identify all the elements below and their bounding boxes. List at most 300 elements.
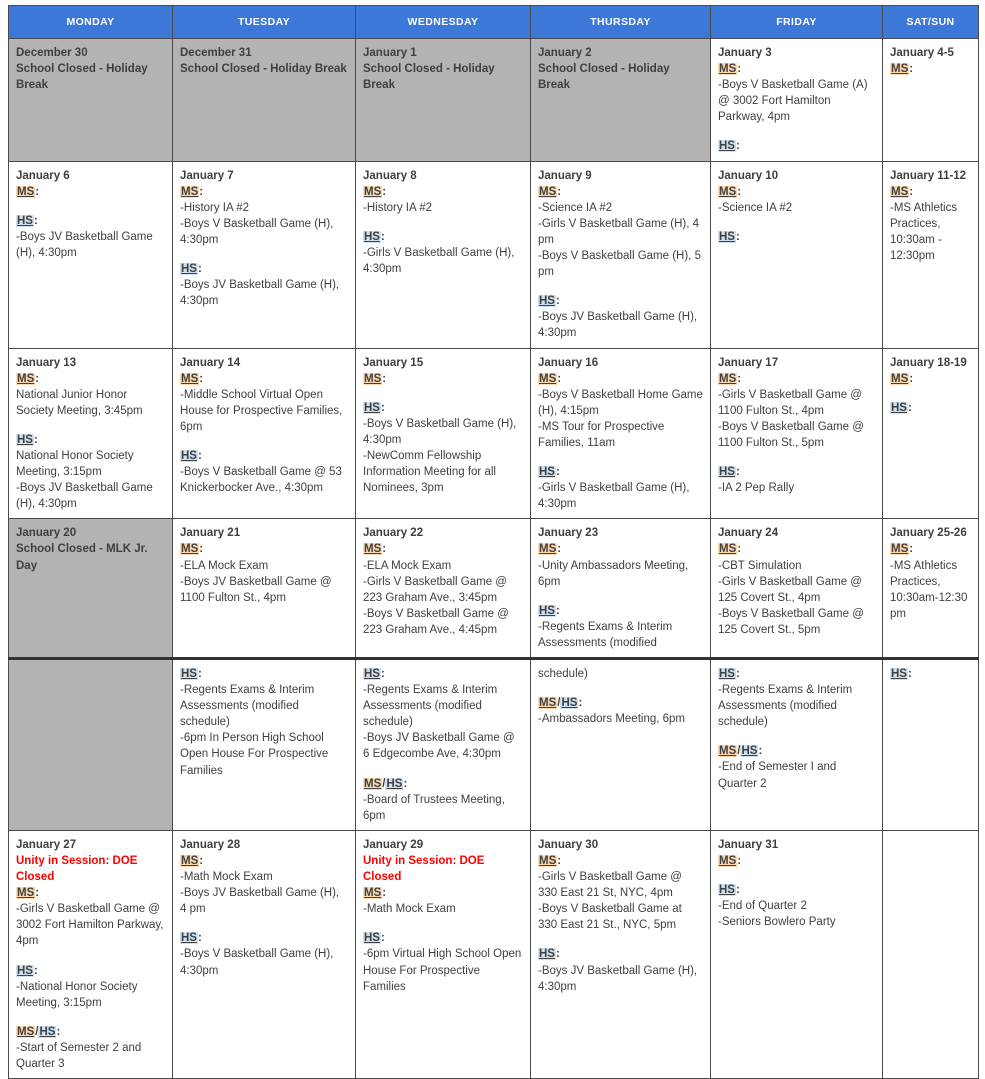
calendar-day-cell	[173, 659, 356, 831]
division-label-line: MS:	[181, 185, 204, 198]
hs-division-label: HS	[561, 697, 578, 710]
ms-division-label: MS	[364, 777, 382, 790]
event-item: -Start of Semester 2 and Quarter 3	[16, 1041, 142, 1070]
event-section	[890, 184, 971, 264]
hs-division-label: HS	[741, 745, 758, 758]
event-item: -Boys JV Basketball Game (H), 4:30pm	[16, 230, 153, 259]
hs-division-label: HS	[719, 140, 735, 153]
event-item: -IA 2 Pep Rally	[718, 482, 795, 495]
event-item: National Junior Honor Society Meeting, 3:45pm	[16, 388, 143, 417]
cell-date: January 6	[16, 169, 70, 182]
ms-division-label: MS	[719, 854, 737, 867]
calendar-day-cell	[173, 39, 356, 162]
division-label-line: HS:	[539, 295, 560, 308]
division-label-line: MS:	[719, 854, 742, 867]
event-item: -Science IA #2	[718, 201, 793, 214]
event-item: -Boys V Basketball Game @ 1100 Fulton St., 5pm	[718, 420, 864, 449]
division-label-line: HS:	[539, 604, 560, 617]
event-item: -CBT Simulation	[718, 559, 802, 572]
doe-closed-note: Unity in Session: DOE Closed	[16, 854, 138, 884]
school-closed-text: School Closed - MLK Jr. Day	[16, 543, 148, 572]
division-label-line: MS/HS:	[719, 745, 763, 758]
division-label-line: HS:	[181, 668, 202, 680]
ms-division-label: MS	[891, 63, 909, 76]
division-label-line: MS:	[539, 372, 562, 385]
calendar-day-cell	[9, 39, 173, 162]
event-section	[363, 930, 523, 994]
event-section	[718, 541, 875, 638]
cell-date: January 14	[180, 356, 241, 369]
event-item: -Girls V Basketball Game (H), 4:30pm	[363, 246, 515, 276]
calendar-week-row	[9, 39, 979, 162]
calendar-day-cell	[356, 519, 531, 659]
event-item: National Honor Society Meeting, 3:15pm	[16, 449, 134, 479]
division-label-line: MS:	[719, 185, 742, 198]
hs-division-label: HS	[386, 777, 403, 790]
event-item: schedule)	[538, 668, 588, 680]
event-item: -Boys V Basketball Game (H), 4:30pm	[363, 417, 517, 446]
school-closed-text: School Closed - Holiday Break	[363, 63, 495, 92]
hs-division-label: HS	[364, 401, 380, 414]
calendar-day-cell	[9, 830, 173, 1078]
calendar-day-cell	[531, 161, 711, 348]
event-section	[718, 371, 875, 451]
division-label-line: HS:	[17, 433, 38, 446]
cell-date: January 30	[538, 838, 599, 851]
event-item: -Boys JV Basketball Game (H), 4:30pm	[538, 311, 698, 340]
division-label-line: MS:	[891, 543, 914, 556]
event-section	[538, 946, 703, 994]
day-header-monday: MONDAY	[9, 6, 173, 39]
hs-division-label: HS	[539, 295, 555, 308]
event-section	[538, 184, 703, 281]
event-item: -Girls V Basketball Game (H), 4 pm	[538, 217, 700, 246]
hs-division-label: HS	[539, 604, 555, 617]
calendar-day-cell	[173, 348, 356, 519]
day-header-row	[9, 6, 979, 39]
cell-date: January 4-5	[890, 47, 954, 59]
hs-division-label: HS	[891, 401, 907, 414]
event-section	[890, 61, 971, 77]
hs-division-label: HS	[181, 932, 197, 945]
event-section	[180, 261, 348, 309]
event-section	[538, 293, 703, 341]
event-section	[16, 1024, 165, 1072]
event-section	[180, 541, 348, 605]
event-item: -Boys V Basketball Game @ 223 Graham Ave., 4:45pm	[363, 607, 509, 636]
event-section	[718, 853, 875, 869]
ms-division-label: MS	[719, 372, 737, 385]
division-label-line: MS:	[891, 372, 914, 385]
event-section	[718, 61, 875, 125]
division-label-line: MS:	[364, 185, 387, 198]
calendar-day-cell	[9, 348, 173, 519]
event-section	[718, 138, 875, 154]
hs-division-label: HS	[364, 230, 380, 243]
cell-date: January 20	[16, 527, 77, 540]
hs-division-label: HS	[539, 948, 555, 961]
division-label-line: MS:	[719, 543, 742, 556]
hs-division-label: HS	[719, 466, 735, 479]
event-section	[538, 371, 703, 451]
hs-division-label: HS	[719, 668, 735, 680]
division-label-line: MS:	[181, 372, 204, 385]
event-section	[16, 371, 165, 419]
event-item: -History IA #2	[180, 201, 250, 214]
hs-division-label: HS	[719, 230, 735, 243]
event-section	[363, 400, 523, 497]
event-item: -Girls V Basketball Game @ 1100 Fulton St., 4pm	[718, 388, 862, 417]
event-item: -Girls V Basketball Game @ 125 Covert St., 4pm	[718, 575, 862, 604]
ms-division-label: MS	[181, 185, 199, 198]
event-section	[16, 963, 165, 1011]
calendar-day-cell	[173, 519, 356, 659]
event-item: -Regents Exams & Interim Assessments (modified	[538, 620, 673, 649]
division-label-line: HS:	[539, 948, 560, 961]
division-label-line: HS:	[891, 668, 912, 680]
event-section	[363, 541, 523, 638]
event-item: -Boys V Basketball Game @ 53 Knickerbocker Ave., 4:30pm	[180, 466, 342, 495]
calendar-week-row	[9, 519, 979, 659]
calendar-day-cell	[531, 519, 711, 659]
event-section	[718, 882, 875, 930]
hs-division-label: HS	[181, 449, 197, 462]
calendar-week-row	[9, 161, 979, 348]
event-item: -Boys JV Basketball Game (H), 4 pm	[180, 887, 340, 916]
cell-date: December 30	[16, 47, 88, 59]
hs-division-label: HS	[719, 884, 735, 897]
event-item: -ELA Mock Exam	[180, 559, 269, 572]
calendar-day-cell	[711, 659, 883, 831]
calendar-week-row	[9, 830, 979, 1078]
calendar-day-cell	[711, 830, 883, 1078]
ms-division-label: MS	[891, 543, 909, 556]
division-label-line: MS:	[539, 543, 562, 556]
division-label-line: MS:	[891, 185, 914, 198]
event-item: -ELA Mock Exam	[363, 559, 452, 572]
event-item: -End of Semester I and Quarter 2	[718, 761, 837, 790]
day-header-wednesday: WEDNESDAY	[356, 6, 531, 39]
event-item: -MS Athletics Practices, 10:30am - 12:30pm	[890, 201, 958, 263]
event-item: -MS Athletics Practices, 10:30am-12:30 pm	[890, 559, 968, 620]
division-label-line: MS/HS:	[364, 777, 408, 790]
calendar-day-cell	[9, 161, 173, 348]
division-label-line: MS:	[181, 854, 204, 867]
event-item: -Middle School Virtual Open House for Prospective Families, 6pm	[180, 388, 343, 433]
event-section	[718, 666, 875, 730]
hs-division-label: HS	[39, 1025, 56, 1038]
calendar-day-cell	[356, 659, 531, 831]
division-label-line: MS:	[539, 854, 562, 867]
event-item: -Boys V Basketball Game @ 125 Covert St., 5pm	[718, 607, 864, 636]
calendar-day-cell	[883, 519, 979, 659]
event-section	[363, 184, 523, 216]
cell-date: January 27	[16, 838, 77, 851]
event-section	[890, 541, 971, 621]
event-section	[718, 743, 875, 791]
event-section	[363, 776, 523, 824]
event-item: -Board of Trustees Meeting, 6pm	[363, 793, 505, 822]
cell-date: January 3	[718, 47, 772, 59]
event-item: -6pm Virtual High School Open House For Prospective Families	[363, 948, 522, 993]
event-item: -Boys JV Basketball Game @ 6 Edgecombe Ave, 4:30pm	[363, 732, 515, 761]
event-item: -Girls V Basketball Game @ 223 Graham Ave., 3:45pm	[363, 575, 507, 604]
school-closed-text: School Closed - Holiday Break	[16, 63, 148, 92]
hs-division-label: HS	[539, 466, 555, 479]
cell-date: January 24	[718, 527, 779, 540]
hs-division-label: HS	[181, 668, 197, 680]
doe-closed-note: Unity in Session: DOE Closed	[363, 854, 485, 884]
ms-division-label: MS	[539, 854, 557, 867]
division-label-line: MS:	[364, 372, 387, 385]
calendar-day-cell	[531, 348, 711, 519]
hs-division-label: HS	[181, 263, 197, 276]
event-item: -Boys JV Basketball Game (H), 4:30pm	[538, 964, 698, 993]
division-label-line: HS:	[181, 932, 202, 945]
event-section	[363, 666, 523, 763]
division-label-line: HS:	[719, 230, 740, 243]
school-closed-text: School Closed - Holiday Break	[180, 63, 347, 76]
cell-date: January 13	[16, 356, 77, 369]
event-item: -Science IA #2	[538, 201, 613, 214]
calendar-day-cell	[711, 39, 883, 162]
division-label-line: MS:	[17, 185, 40, 198]
day-header-tuesday: TUESDAY	[173, 6, 356, 39]
division-label-line: MS:	[719, 63, 742, 76]
event-section	[538, 666, 703, 682]
cell-date: January 15	[363, 356, 424, 369]
ms-division-label: MS	[17, 887, 35, 900]
ms-division-label: MS	[364, 887, 382, 900]
calendar-day-cell	[356, 161, 531, 348]
division-label-line: HS:	[719, 140, 740, 153]
event-item: -NewComm Fellowship Information Meeting for all Nominees, 3pm	[363, 449, 496, 495]
event-section	[16, 885, 165, 949]
cell-date: January 23	[538, 527, 599, 540]
event-section	[538, 541, 703, 589]
event-section	[363, 371, 523, 387]
event-item: -Boys V Basketball Game (H), 4:30pm	[180, 948, 334, 977]
division-label-line: MS:	[181, 543, 204, 556]
event-section	[538, 603, 703, 651]
event-item: -National Honor Society Meeting, 3:15pm	[16, 980, 138, 1009]
hs-division-label: HS	[17, 964, 33, 977]
event-section	[890, 400, 971, 416]
calendar-day-cell	[356, 830, 531, 1078]
cell-date: January 25-26	[890, 527, 967, 540]
event-item: -Unity Ambassadors Meeting, 6pm	[538, 559, 689, 588]
calendar-week-row	[9, 348, 979, 519]
event-section	[718, 464, 875, 496]
calendar-day-cell	[531, 659, 711, 831]
school-closed-text: School Closed - Holiday Break	[538, 63, 670, 92]
division-label-line: HS:	[17, 214, 38, 227]
calendar-table	[8, 5, 979, 1079]
cell-date: January 29	[363, 838, 424, 851]
ms-division-label: MS	[364, 543, 382, 556]
event-item: -MS Tour for Prospective Families, 11am	[538, 420, 665, 449]
cell-date: January 16	[538, 356, 599, 369]
ms-division-label: MS	[539, 697, 557, 710]
event-section	[538, 853, 703, 933]
event-item: -Math Mock Exam	[180, 871, 273, 884]
ms-division-label: MS	[539, 185, 557, 198]
day-header-friday: FRIDAY	[711, 6, 883, 39]
division-label-line: HS:	[719, 884, 740, 897]
hs-division-label: HS	[364, 668, 380, 680]
calendar-day-cell	[356, 39, 531, 162]
event-section	[180, 371, 348, 435]
event-section	[180, 930, 348, 978]
event-item: -Girls V Basketball Game @ 3002 Fort Hamilton Parkway, 4pm	[16, 903, 164, 948]
event-section	[363, 229, 523, 277]
division-label-line: HS:	[364, 401, 385, 414]
event-item: -Boys JV Basketball Game (H), 4:30pm	[180, 279, 340, 308]
hs-division-label: HS	[364, 932, 380, 945]
cell-date: January 10	[718, 169, 779, 182]
event-section	[890, 666, 971, 682]
event-section	[718, 229, 875, 245]
ms-division-label: MS	[181, 543, 199, 556]
cell-date: January 18-19	[890, 356, 967, 369]
calendar-day-cell	[711, 519, 883, 659]
ms-division-label: MS	[539, 543, 557, 556]
division-label-line: MS:	[719, 372, 742, 385]
event-item: -Boys V Basketball Home Game (H), 4:15pm	[538, 388, 703, 417]
event-item: -Regents Exams & Interim Assessments (modified schedule)	[180, 684, 315, 729]
event-item: -Boys V Basketball Game (H), 5 pm	[538, 250, 701, 279]
ms-division-label: MS	[181, 854, 199, 867]
division-label-line: MS:	[539, 185, 562, 198]
division-label-line: HS:	[364, 932, 385, 945]
cell-date: January 21	[180, 527, 241, 540]
ms-division-label: MS	[891, 185, 909, 198]
ms-division-label: MS	[181, 372, 199, 385]
event-item: -Regents Exams & Interim Assessments (modified schedule)	[718, 684, 853, 729]
ms-division-label: MS	[719, 543, 737, 556]
division-label-line: MS:	[364, 887, 387, 900]
calendar-day-cell	[9, 519, 173, 659]
event-section	[180, 666, 348, 779]
division-label-line: MS/HS:	[17, 1025, 61, 1038]
cell-date: January 2	[538, 47, 592, 59]
cell-date: January 22	[363, 527, 424, 540]
calendar-week-row	[9, 659, 979, 831]
calendar-day-cell	[883, 659, 979, 831]
ms-division-label: MS	[719, 745, 737, 758]
event-section	[16, 213, 165, 261]
event-item: -Boys V Basketball Game at 330 East 21 St., NYC, 5pm	[538, 903, 682, 932]
calendar-day-cell	[173, 161, 356, 348]
ms-division-label: MS	[17, 1025, 35, 1038]
event-item: -Seniors Bowlero Party	[718, 916, 836, 929]
calendar-day-cell	[9, 659, 173, 831]
ms-division-label: MS	[17, 372, 35, 385]
event-section	[16, 432, 165, 512]
hs-division-label: HS	[17, 214, 33, 227]
division-label-line: HS:	[364, 230, 385, 243]
calendar-day-cell	[531, 39, 711, 162]
event-item: -Girls V Basketball Game (H), 4:30pm	[538, 482, 690, 511]
ms-division-label: MS	[719, 63, 737, 76]
calendar-day-cell	[883, 830, 979, 1078]
event-section	[538, 695, 703, 727]
cell-date: January 8	[363, 169, 417, 182]
event-section	[180, 448, 348, 496]
calendar-day-cell	[711, 348, 883, 519]
event-item: -End of Quarter 2	[718, 900, 807, 913]
event-item: -Boys JV Basketball Game @ 1100 Fulton St., 4pm	[180, 575, 332, 604]
ms-division-label: MS	[891, 372, 909, 385]
division-label-line: HS:	[17, 964, 38, 977]
division-label-line: HS:	[181, 449, 202, 462]
division-label-line: MS:	[364, 543, 387, 556]
division-label-line: MS:	[17, 372, 40, 385]
cell-date: December 31	[180, 47, 252, 59]
calendar-day-cell	[883, 161, 979, 348]
division-label-line: MS:	[891, 63, 914, 76]
division-label-line: MS/HS:	[539, 697, 583, 710]
cell-date: January 1	[363, 47, 417, 59]
hs-division-label: HS	[891, 668, 907, 680]
event-item: -Regents Exams & Interim Assessments (modified schedule)	[363, 684, 498, 729]
event-section	[718, 184, 875, 216]
event-section	[363, 885, 523, 917]
division-label-line: MS:	[17, 887, 40, 900]
event-section	[180, 853, 348, 917]
division-label-line: HS:	[181, 263, 202, 276]
day-header-sat-sun: SAT/SUN	[883, 6, 979, 39]
calendar-day-cell	[883, 39, 979, 162]
division-label-line: HS:	[364, 668, 385, 680]
division-label-line: HS:	[891, 401, 912, 414]
calendar-day-cell	[173, 830, 356, 1078]
cell-date: January 17	[718, 356, 779, 369]
cell-date: January 7	[180, 169, 234, 182]
ms-division-label: MS	[719, 185, 737, 198]
event-item: -Boys JV Basketball Game (H), 4:30pm	[16, 482, 153, 511]
event-item: -Boys V Basketball Game (H), 4:30pm	[180, 217, 334, 246]
event-section	[890, 371, 971, 387]
event-item: -6pm In Person High School Open House For Prospective Families	[180, 732, 329, 777]
ms-division-label: MS	[539, 372, 557, 385]
cell-date: January 28	[180, 838, 241, 851]
event-section	[538, 464, 703, 512]
hs-division-label: HS	[17, 433, 33, 446]
ms-division-label: MS	[364, 372, 382, 385]
calendar-day-cell	[883, 348, 979, 519]
division-label-line: HS:	[719, 466, 740, 479]
ms-division-label: MS	[364, 185, 382, 198]
event-item: -History IA #2	[363, 201, 433, 214]
ms-division-label: MS	[17, 185, 35, 198]
event-item: -Boys V Basketball Game (A) @ 3002 Fort Hamilton Parkway, 4pm	[718, 79, 868, 124]
cell-date: January 9	[538, 169, 592, 182]
division-label-line: HS:	[719, 668, 740, 680]
calendar-day-cell	[711, 161, 883, 348]
division-label-line: HS:	[539, 466, 560, 479]
cell-date: January 31	[718, 838, 779, 851]
event-section	[180, 184, 348, 248]
event-item: -Ambassadors Meeting, 6pm	[538, 713, 686, 726]
calendar-day-cell	[356, 348, 531, 519]
cell-date: January 11-12	[890, 169, 967, 182]
calendar-day-cell	[531, 830, 711, 1078]
event-section	[16, 184, 165, 200]
event-item: -Girls V Basketball Game @ 330 East 21 St, NYC, 4pm	[538, 871, 682, 900]
day-header-thursday: THURSDAY	[531, 6, 711, 39]
event-item: -Math Mock Exam	[363, 903, 456, 916]
